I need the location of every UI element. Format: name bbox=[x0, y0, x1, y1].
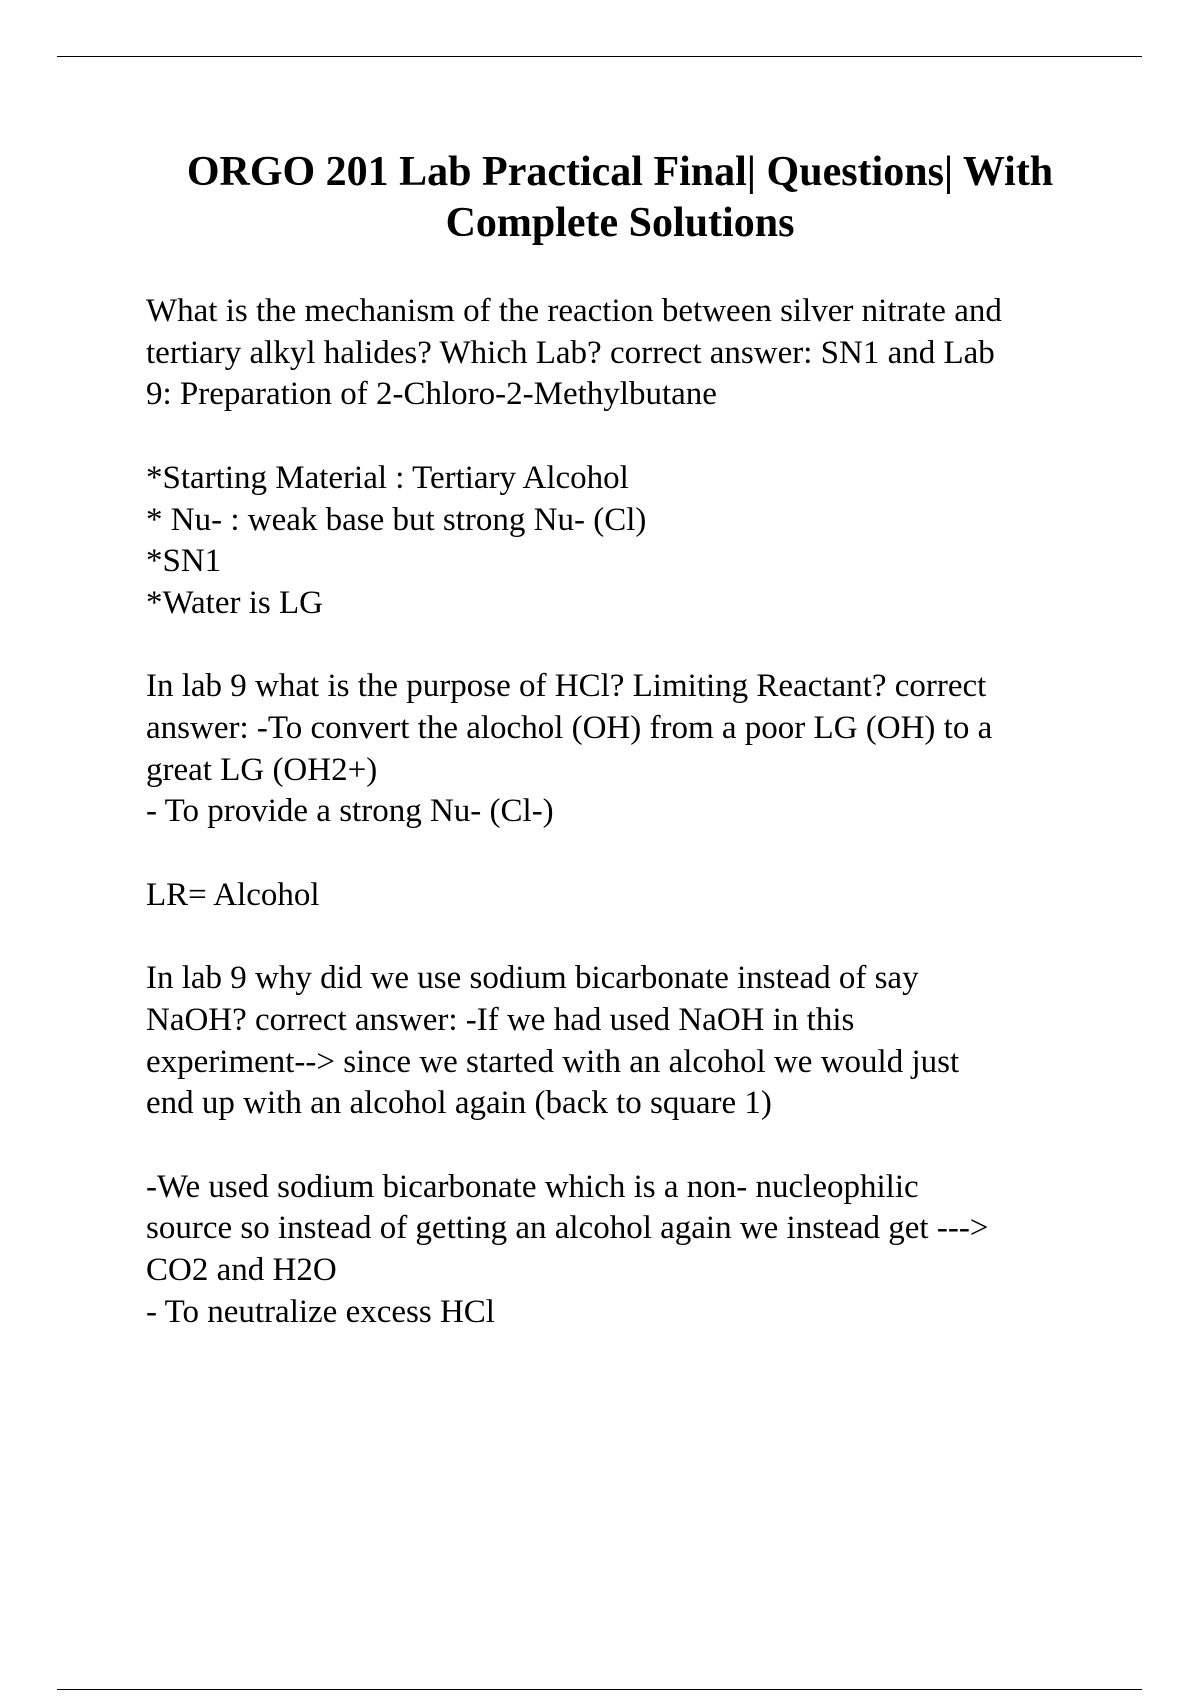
text-line: - To neutralize excess HCl bbox=[146, 1293, 495, 1330]
text-line: What is the mechanism of the reaction between silver nitrate and bbox=[146, 293, 1002, 329]
text-line: *Water is LG bbox=[146, 584, 323, 621]
text-line: end up with an alcohol again (back to square 1) bbox=[146, 1085, 772, 1122]
text-line: 9: Preparation of 2-Chloro-2-Methylbutane bbox=[146, 376, 717, 413]
title-line: ORGO 201 Lab Practical Final| Questions| With bbox=[186, 149, 1054, 195]
text-line: In lab 9 why did we use sodium bicarbonate instead of say bbox=[146, 960, 919, 997]
text-line: CO2 and H2O bbox=[146, 1252, 337, 1289]
notes-paragraph-starting-material bbox=[146, 458, 1106, 625]
text-line: * Nu- : weak base but strong Nu- (Cl) bbox=[146, 501, 647, 538]
text-line: In lab 9 what is the purpose of HCl? Limiting Reactant? correct bbox=[146, 668, 987, 705]
text-line: tertiary alkyl halides? Which Lab? correct answer: SN1 and Lab bbox=[146, 334, 995, 371]
page-title bbox=[140, 147, 1100, 249]
document-body bbox=[146, 291, 1106, 1375]
text-line: answer: -To convert the alochol (OH) from a poor LG (OH) to a bbox=[146, 710, 993, 746]
text-line: NaOH? correct answer: -If we had used NaOH in this bbox=[146, 1001, 855, 1038]
text-line: LR= Alcohol bbox=[146, 876, 320, 913]
text-line: source so instead of getting an alcohol again we instead get ---> bbox=[146, 1210, 989, 1247]
text-line: *SN1 bbox=[146, 543, 222, 580]
question-paragraph-hcl bbox=[146, 666, 1106, 833]
bottom-divider bbox=[57, 1689, 1142, 1690]
top-divider bbox=[57, 56, 1142, 57]
question-paragraph-mechanism bbox=[146, 291, 1106, 416]
question-paragraph-bicarbonate bbox=[146, 958, 1106, 1125]
text-line: - To provide a strong Nu- (Cl-) bbox=[146, 793, 554, 830]
text-line: great LG (OH2+) bbox=[146, 751, 378, 788]
notes-paragraph-bicarbonate bbox=[146, 1167, 1106, 1334]
text-line: *Starting Material : Tertiary Alcohol bbox=[146, 459, 629, 496]
text-line: -We used sodium bicarbonate which is a non- nucleophilic bbox=[146, 1168, 919, 1205]
text-line: experiment--> since we started with an alcohol we would just bbox=[146, 1043, 960, 1080]
notes-paragraph-limiting-reactant bbox=[146, 875, 1106, 917]
title-line: Complete Solutions bbox=[445, 200, 795, 246]
